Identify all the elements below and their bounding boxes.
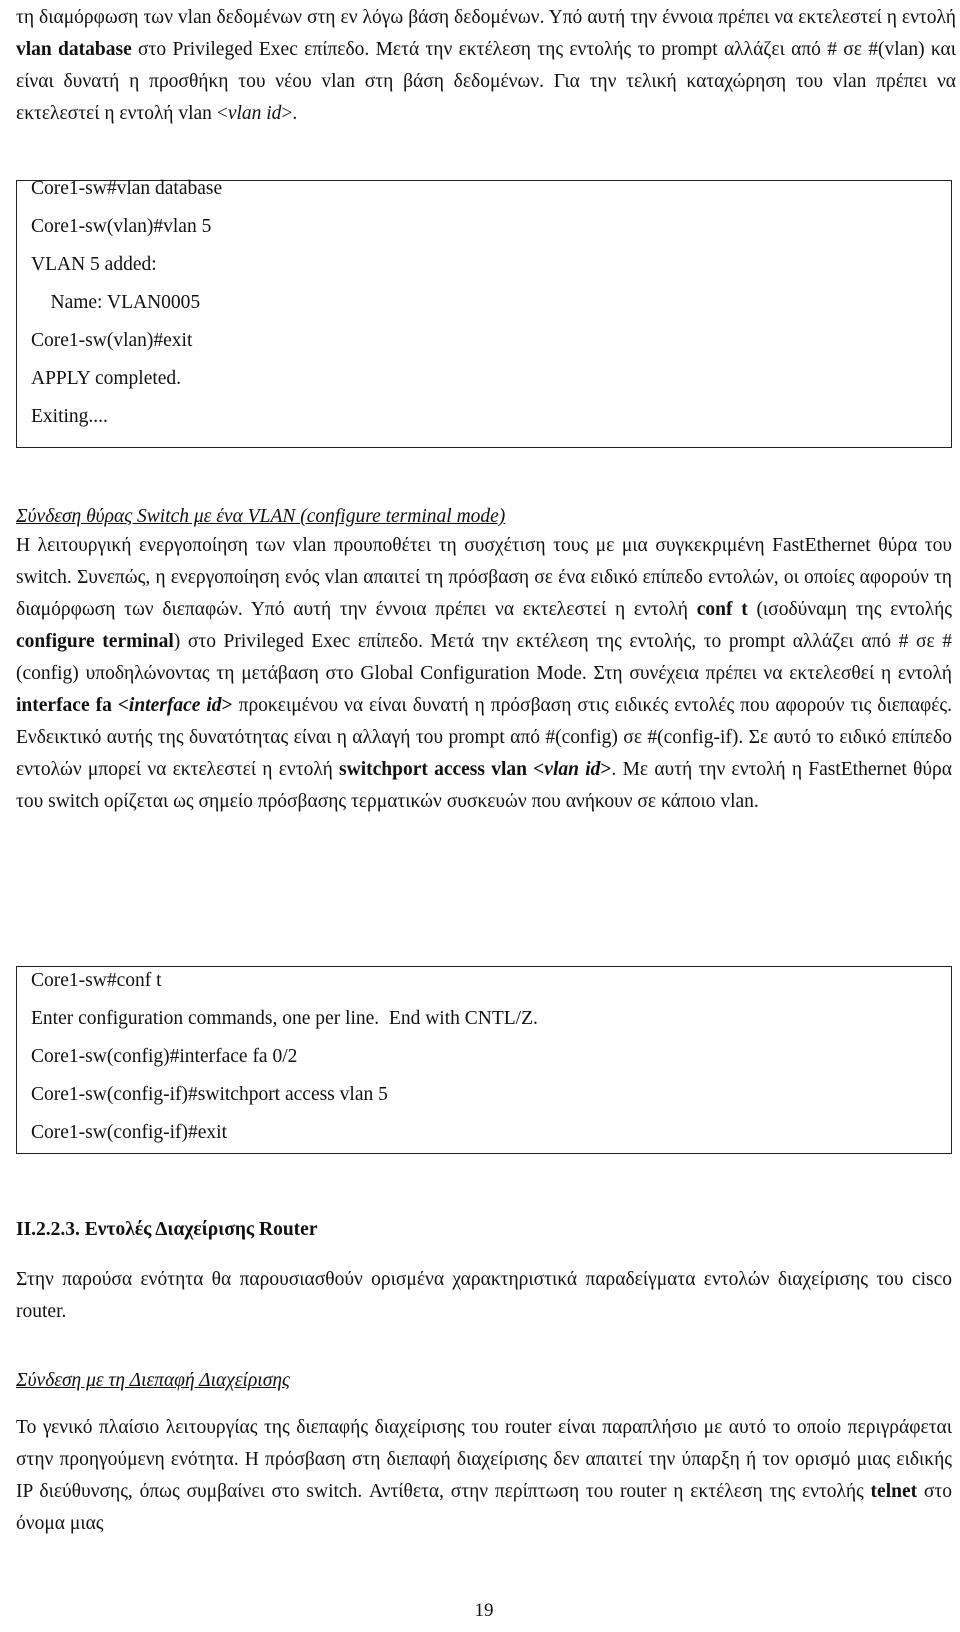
- section-heading-router-commands: ΙΙ.2.2.3. Εντολές Διαχείρισης Router: [16, 1219, 318, 1240]
- section-heading-management-interface: Σύνδεση με τη Διεπαφή Διαχείρισης: [16, 1370, 290, 1391]
- code-line: Core1-sw(config-if)#switchport access vlan 5: [31, 1084, 388, 1105]
- code-line: Core1-sw#vlan database: [31, 178, 223, 199]
- code-line: Core1-sw#conf t: [31, 970, 162, 991]
- code-block-vlan-database: [16, 180, 952, 448]
- command-conf-t: conf t: [696, 599, 748, 620]
- paragraph-router-intro: Στην παρούσα ενότητα θα παρουσιασθούν ορισμένα χαρακτηριστικά παραδείγματα εντολών διαχείρισης του cisco router.: [16, 1269, 952, 1322]
- code-line: Enter configuration commands, one per line. End with CNTL/Z.: [31, 1008, 538, 1029]
- code-line: APPLY completed.: [31, 368, 182, 389]
- page-number: 19: [474, 1600, 494, 1621]
- code-line: Core1-sw(config)#interface fa 0/2: [31, 1046, 298, 1067]
- paragraph-vlan-database: τη διαμόρφωση των vlan δεδομένων στη εν λόγω βάση δεδομένων. Υπό αυτή την έννοια πρέπει να εκτελεστεί η εντολή vlan database στο Privileged Exec επίπεδο. Μετά την εκτέλεση της εντολής το prompt αλλάζει από # σε #(vlan) και είναι δυνατή η προσθήκη του νέου vlan στη βάση δεδομένων. Για την τελική καταχώρηση του vlan πρέπει να εκτελεστεί η εντολή vlan <vlan id>.: [16, 7, 956, 124]
- command-interface-fa: interface fa <interface id>: [16, 695, 233, 716]
- command-vlan-database: vlan database: [16, 39, 132, 60]
- paragraph-switch-port-vlan: Η λειτουργική ενεργοποίηση των vlan προυποθέτει τη συσχέτιση τους με μια συγκεκριμένη FastEthernet θύρα του switch. Συνεπώς, η ενεργοποίηση ενός vlan απαιτεί τη πρόσβαση σε ένα ειδικό επίπεδο εντολών, οι οποίες αφορούν τη διαμόρφωση των διεπαφών. Υπό αυτή την έννοια πρέπει να εκτελεστεί η εντολή conf t (ισοδύναμη της εντολής configure terminal) στο Privileged Exec επίπεδο. Μετά την εκτέλεση της εντολής, το prompt αλλάζει από # σε #(config) υποδηλώνοντας τη μετάβαση στο Global Configuration Mode. Στη συνέχεια πρέπει να εκτελεσθεί η εντολή interface fa <interface id> προκειμένου να είναι δυνατή η πρόσβαση στις ειδικές εντολές που αφορούν τις διεπαφές. Ενδεικτικό αυτής της δυνατότητας είναι η αλλαγή του prompt από #(config) σε #(config-if). Σε αυτό το ειδικό επίπεδο εντολών μπορεί να εκτελεστεί η εντολή switchport access vlan <vlan id>. Με αυτή την εντολή η FastEthernet θύρα του switch ορίζεται ως σημείο πρόσβασης τερματικών συσκευών που ανήκουν σε κάποιο vlan.: [16, 535, 952, 812]
- code-line: Core1-sw(vlan)#vlan 5: [31, 216, 212, 237]
- command-telnet: telnet: [870, 1481, 918, 1502]
- code-line: Name: VLAN0005: [31, 292, 201, 313]
- paragraph-management-interface: Το γενικό πλαίσιο λειτουργίας της διεπαφής διαχείρισης του router είναι παραπλήσιο με αυτό το οποίο περιγράφεται στην προηγούμενη ενότητα. Η πρόσβαση στη διεπαφή διαχείρισης δεν απαιτεί την ύπαρξη ή τον ορισμό μιας ειδικής IP διεύθυνσης, όπως συμβαίνει στο switch. Αντίθετα, στην περίπτωση του router η εκτέλεση της εντολής telnet στο όνομα μιας: [16, 1417, 952, 1534]
- code-line: Core1-sw(vlan)#exit: [31, 330, 193, 351]
- code-line: Exiting....: [31, 406, 108, 427]
- code-line: VLAN 5 added:: [31, 254, 157, 275]
- section-heading-switch-port-vlan: Σύνδεση θύρας Switch με ένα VLAN (configure terminal mode): [16, 506, 506, 527]
- command-configure-terminal: configure terminal: [16, 631, 174, 652]
- code-block-conf-t: [16, 966, 952, 1154]
- command-switchport-access-vlan: switchport access vlan <vlan id>: [339, 759, 612, 780]
- code-line: Core1-sw(config-if)#exit: [31, 1122, 228, 1143]
